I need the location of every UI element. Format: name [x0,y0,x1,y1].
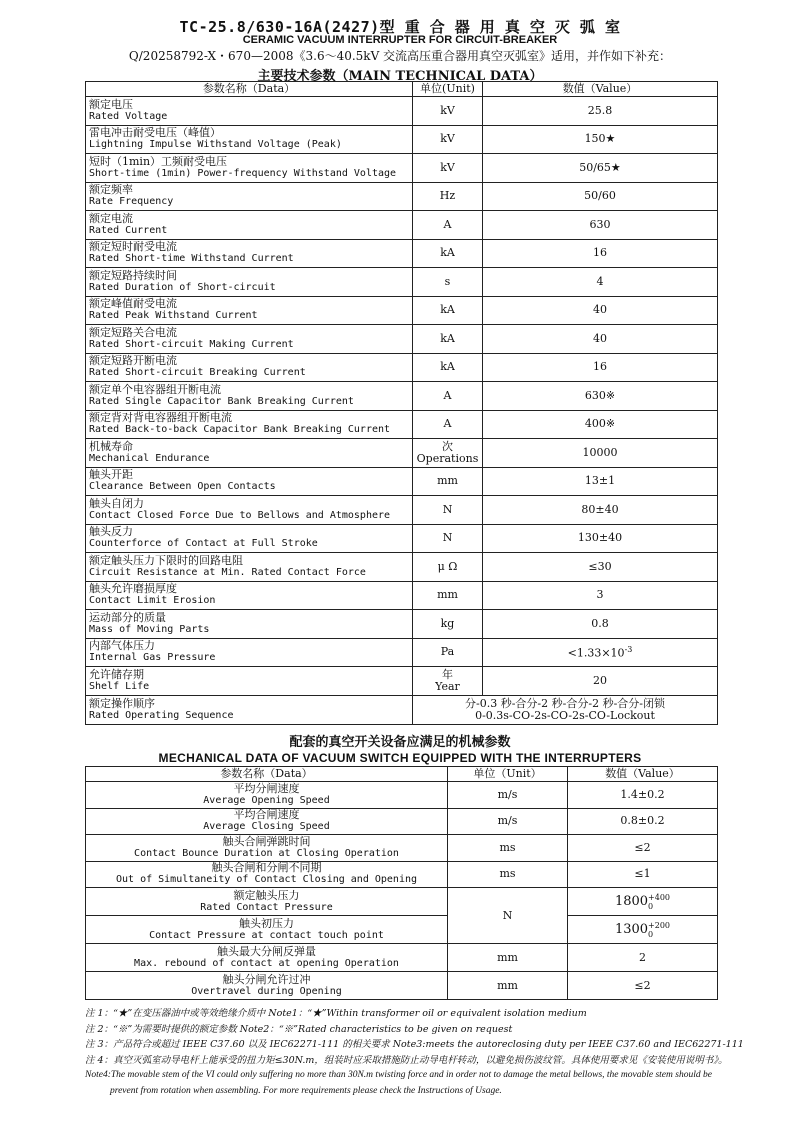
note-1: 注 1：“★”在变压器油中或等效绝缘介质中 Note1：“★”Within transformer oil or equivalent isolation medium [85,1008,587,1019]
value-tolerance-lower: 0 [648,929,654,939]
param-name-en: Rated Short-circuit Making Current [89,338,294,350]
unit-text-en: Operations [416,451,479,465]
param-name-cn: 内部气体压力 [89,639,155,653]
unit-cell [413,125,483,154]
param-name-en: Contact Pressure at contact touch point [149,929,384,941]
value-cell [483,524,718,553]
header-data: 参数名称（Data） [86,767,448,782]
value-cell [483,125,718,154]
unit-text: Hz [439,189,456,203]
value-text: 16 [593,360,607,374]
note-3: 注 3：产品符合或超过 IEEE C37.60 以及 IEC62271-111 的相关要求 Note3:meets the autoreclosing duty per IEEE C37.60 and IEC62271-111 [85,1039,744,1050]
sequence-value-en: 0-0.3s-CO-2s-CO-2s-CO-Lockout [475,708,655,722]
param-name [86,972,448,1000]
param-name [86,808,448,835]
unit-text: N [442,531,453,545]
value-cell [483,467,718,496]
param-name-cn: 平均合闸速度 [233,808,300,822]
value-cell [483,211,718,240]
param-name-cn: 触头自闭力 [89,496,144,510]
unit-text: kA [440,360,455,374]
unit-cell [413,211,483,240]
param-name-en: Rated Current [89,224,168,236]
param-name-cn: 额定电压 [89,97,133,111]
mechanical-data-table [85,766,718,1000]
value-cell [483,296,718,325]
param-name [86,861,448,888]
value-cell [483,638,718,667]
param-name-cn: 触头分闸允许过冲 [222,972,311,986]
value-text: 80±40 [581,502,619,516]
param-name-cn: 允许储存期 [89,667,144,681]
table-row [86,972,718,1000]
param-name [86,296,413,325]
table-row-operating-sequence [86,695,718,724]
param-name-en: Rated Short-time Withstand Current [89,253,294,265]
table-row [86,496,718,525]
param-name [86,467,413,496]
unit-text: N [442,502,453,516]
table-row [86,211,718,240]
unit-cell [413,325,483,354]
unit-cell [413,353,483,382]
param-name [86,239,413,268]
table-row [86,382,718,411]
header-unit: 单位（Unit） [448,767,568,782]
param-name-en: Average Opening Speed [203,794,330,806]
param-name-cn: 运动部分的质量 [89,610,166,624]
unit-cell: ms [448,835,568,862]
param-name-cn: 额定触头压力 [233,888,300,902]
unit-text: kA [440,331,455,345]
unit-cell [413,97,483,126]
param-name [86,325,413,354]
param-name-cn: 触头最大分闸反弹量 [217,944,316,958]
value-cell [483,353,718,382]
value-text: 630※ [584,388,616,402]
param-name-en: Contact Closed Force Due to Bellows and Atmosphere [89,509,391,521]
param-name-cn: 额定短路持续时间 [89,268,177,282]
unit-cell [413,439,483,468]
section-title-mechanical-en: MECHANICAL DATA OF VACUUM SWITCH EQUIPPED WITH THE INTERRUPTERS [158,751,642,765]
param-name-en: Max. rebound of contact at opening Operation [134,957,399,969]
unit-cell [413,496,483,525]
unit-text: mm [437,474,458,488]
value-cell [483,97,718,126]
table-row [86,325,718,354]
value-text: 10000 [582,445,618,459]
value-text: 630 [589,217,611,231]
unit-text: A [443,217,452,231]
param-name-en: Short-time (1min) Power-frequency Withstand Voltage [89,167,397,179]
param-name-en: Rated Back-to-back Capacitor Bank Breaking Current [89,424,391,436]
table-row [86,861,718,888]
table-row [86,553,718,582]
unit-cell [413,667,483,696]
unit-text: A [443,417,452,431]
value-text: 40 [593,331,607,345]
unit-text: kA [440,303,455,317]
param-name-cn: 触头允许磨损厚度 [89,582,177,596]
param-name-en: Counterforce of Contact at Full Stroke [89,538,318,550]
table-row [86,97,718,126]
param-name-en: Mechanical Endurance [89,452,210,464]
param-name-en: Rated Operating Sequence [89,709,234,721]
unit-cell [413,154,483,183]
param-name [86,553,413,582]
table-header-row [86,767,718,782]
param-name [86,944,448,972]
param-name [86,835,448,862]
unit-cell [413,467,483,496]
unit-text: 年 [442,667,453,681]
table-row [86,667,718,696]
param-name [86,97,413,126]
unit-text: Pa [440,645,455,659]
table-row [86,439,718,468]
note-4-en-cont: prevent from rotation when assembling. For more requirements please check the Instructions of Usage. [110,1085,502,1096]
unit-cell [413,382,483,411]
unit-cell: mm [448,944,568,972]
section-title-mechanical-cn: 配套的真空开关设备应满足的机械参数 [289,735,511,750]
value-cell [568,916,718,944]
unit-text: A [443,388,452,402]
unit-cell [413,410,483,439]
value-text: ≤30 [588,559,612,573]
value-cell: 1.4±0.2 [568,782,718,809]
param-name [86,353,413,382]
table-header-row [86,82,718,97]
param-name-en: Circuit Resistance at Min. Rated Contact Force [89,566,366,578]
value-cell [483,667,718,696]
param-name-en: Rated Peak Withstand Current [89,310,258,322]
unit-text: kA [440,246,455,260]
table-row [86,808,718,835]
unit-cell: ms [448,861,568,888]
value-cell [483,182,718,211]
param-name-en: Rated Contact Pressure [200,901,333,913]
param-name-en: Clearance Between Open Contacts [89,481,276,493]
param-name-cn: 额定短路开断电流 [89,354,177,368]
param-name-en: Contact Bounce Duration at Closing Operation [134,847,399,859]
param-name-en: Rated Short-circuit Breaking Current [89,367,306,379]
unit-cell [413,239,483,268]
param-name-cn: 触头反力 [89,525,133,539]
param-name-cn: 触头初压力 [239,916,294,930]
param-name-cn: 额定频率 [89,183,133,197]
sequence-value-cn: 分-0.3 秒-合分-2 秒-合分-2 秒-合分-闭锁 [465,696,665,710]
unit-cell [413,553,483,582]
param-name-cn: 额定短路关合电流 [89,325,177,339]
param-name-en: Internal Gas Pressure [89,652,216,664]
param-name [86,382,413,411]
unit-cell: m/s [448,782,568,809]
main-technical-data-table [85,81,718,725]
unit-text: 次 [442,439,453,453]
param-name [86,439,413,468]
table-row [86,782,718,809]
value-text: 25.8 [587,103,613,117]
value-cell [483,553,718,582]
param-name-en: Out of Simultaneity of Contact Closing and Opening [115,874,418,886]
param-name-en: Mass of Moving Parts [89,623,210,635]
param-name-cn: 触头合闸和分闸不同期 [211,861,322,875]
param-name-en: Rate Frequency [89,196,174,208]
table-row-pressure [86,916,718,944]
value-text: 13±1 [584,474,616,488]
standard-reference: Q/20258792-X・670—2008《3.6～40.5kV 交流高压重合器用真空灭弧室》适用，并作如下补充： [128,49,672,63]
value-cell: 0.8±0.2 [568,808,718,835]
unit-cell [413,524,483,553]
unit-text: kV [440,103,455,117]
value-cell: ≤2 [568,972,718,1000]
param-name-en: Rated Single Capacitor Bank Breaking Current [89,395,354,407]
param-name [86,125,413,154]
value-text: 4 [596,274,604,288]
value-text: 150★ [584,132,616,146]
unit-cell: N [448,888,568,944]
sequence-value [413,695,718,724]
value-cell [483,410,718,439]
value-text: 3 [596,588,604,602]
table-row [86,268,718,297]
header-value: 数值（Value） [483,82,718,97]
unit-text: kV [440,132,455,146]
param-name-cn: 雷电冲击耐受电压（峰值） [89,126,221,140]
unit-cell: m/s [448,808,568,835]
param-name-en: Contact Limit Erosion [89,595,216,607]
table-row [86,581,718,610]
header-value: 数值（Value） [568,767,718,782]
value-cell [483,496,718,525]
value-text: 130±40 [577,531,623,545]
param-name [86,888,448,916]
value-cell [483,382,718,411]
param-name-en: Rated Voltage [89,110,168,122]
value-cell [483,439,718,468]
param-name-cn: 额定背对背电容器组开断电流 [89,411,232,425]
unit-text: kV [440,160,455,174]
unit-cell [413,182,483,211]
param-name-cn: 额定操作顺序 [89,696,155,710]
param-name-cn: 平均分闸速度 [233,781,300,795]
value-tolerance-upper: +200 [648,920,671,930]
unit-text-en: Year [435,679,460,693]
table-row [86,125,718,154]
table-row [86,524,718,553]
param-name [86,782,448,809]
value-text: 50/60 [584,189,616,203]
param-name-en: Overtravel during Opening [191,985,342,997]
value-text: 1800 [614,893,649,909]
unit-text: μ Ω [437,559,458,573]
main-data-rows [86,97,718,696]
table-row [86,154,718,183]
value-cell [483,268,718,297]
value-cell [483,154,718,183]
param-name-en: Average Closing Speed [203,821,330,833]
param-name-cn: 额定峰值耐受电流 [89,297,177,311]
table-row [86,410,718,439]
value-tolerance-upper: +400 [648,892,671,902]
mechanical-data-rows [86,782,718,1000]
unit-cell [413,296,483,325]
param-name [86,695,413,724]
param-name-en: Rated Duration of Short-circuit [89,281,276,293]
param-name [86,496,413,525]
table-row [86,353,718,382]
value-text: <1.33×10 [567,647,625,661]
value-text: 50/65★ [579,160,621,174]
note-4: 注 4：真空灭弧室动导电杆上能承受的扭力矩≤30N.m，组装时应采取措施防止动导电杆转动，以避免损伤波纹管。具体使用要求见《安装使用说明书》。 [85,1054,728,1066]
unit-cell [413,268,483,297]
param-name [86,581,413,610]
unit-text: kg [440,616,455,630]
param-name [86,667,413,696]
value-cell [483,239,718,268]
unit-text: s [444,274,451,288]
section-title-main-data: 主要技术参数（MAIN TECHNICAL DATA） [257,69,543,84]
param-name-cn: 触头合闸弹跳时间 [222,834,311,848]
value-tolerance-lower: 0 [648,901,654,911]
value-cell [483,325,718,354]
table-row [86,467,718,496]
table-row [86,296,718,325]
param-name-cn: 额定电流 [89,211,133,225]
unit-text: mm [437,588,458,602]
document-subtitle: CERAMIC VACUUM INTERRUPTER FOR CIRCUIT-BREAKER [242,34,558,46]
param-name [86,154,413,183]
unit-cell [413,610,483,639]
param-name [86,638,413,667]
value-text: 40 [593,303,607,317]
value-cell [483,610,718,639]
param-name-cn: 短时（1min）工频耐受电压 [89,154,228,168]
param-name-cn: 额定触头压力下限时的回路电阻 [89,553,243,567]
param-name [86,410,413,439]
param-name [86,524,413,553]
table-row [86,239,718,268]
param-name-cn: 额定短时耐受电流 [89,240,177,254]
param-name-en: Shelf Life [89,680,150,692]
value-text: 0.8 [591,616,609,630]
value-text: 400※ [584,417,616,431]
param-name [86,268,413,297]
param-name [86,610,413,639]
header-data: 参数名称（Data） [86,82,413,97]
notes [85,1006,765,1099]
value-text: 20 [593,673,607,687]
table-row-pressure [86,888,718,916]
value-cell [483,581,718,610]
value-cell: ≤2 [568,835,718,862]
value-cell [568,888,718,916]
unit-cell [413,638,483,667]
value-cell: ≤1 [568,861,718,888]
table-row [86,610,718,639]
table-row [86,638,718,667]
document-title: TC-25.8/630-16A(2427)型 重 合 器 用 真 空 灭 弧 室 [179,18,621,36]
param-name-cn: 额定单个电容器组开断电流 [89,382,221,396]
note-2: 注 2：“※”为需要时提供的额定参数 Note2：“※”Rated characteristics to be given on request [85,1023,513,1035]
unit-cell: mm [448,972,568,1000]
value-cell: 2 [568,944,718,972]
table-row [86,182,718,211]
param-name [86,211,413,240]
param-name [86,182,413,211]
param-name-en: Lightning Impulse Withstand Voltage (Peak) [89,139,342,151]
param-name [86,916,448,944]
table-row [86,835,718,862]
value-text: 1300 [614,921,649,937]
value-text: 16 [593,246,607,260]
note-4-en: Note4:The movable stem of the VI could only suffering no more than 30N.m twisting force and in order not to damage the metal bellows, the movable stem should be [85,1070,712,1080]
unit-cell [413,581,483,610]
value-exponent: -3 [624,645,633,655]
table-row [86,944,718,972]
param-name-cn: 触头开距 [89,468,133,482]
header-unit: 单位(Unit) [413,82,483,97]
param-name-cn: 机械寿命 [89,439,133,453]
